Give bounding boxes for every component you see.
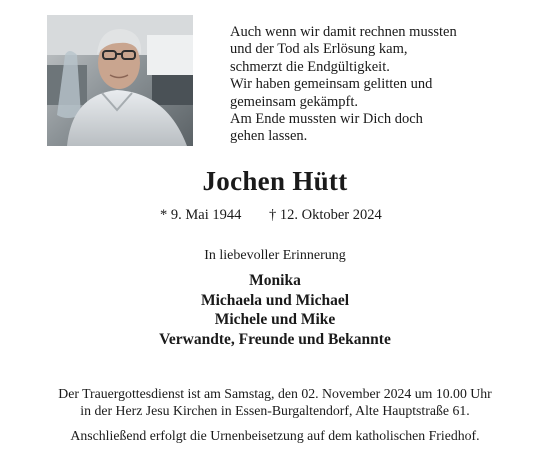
poem-line: Am Ende mussten wir Dich doch: [230, 111, 423, 128]
deceased-name: Jochen Hütt: [202, 166, 348, 196]
memory-phrase: In liebevoller Erinnerung: [204, 248, 346, 263]
poem-line: Wir haben gemeinsam gelitten und: [230, 76, 433, 93]
family-member: Monika: [249, 272, 301, 289]
death-date: † 12. Oktober 2024: [269, 207, 382, 223]
family-member: Michaela und Michael: [200, 291, 350, 309]
service-info: [0, 386, 550, 419]
family-list: [0, 271, 550, 349]
family-member: Verwandte, Freunde und Bekannte: [159, 330, 391, 348]
portrait-photo: [47, 15, 193, 146]
poem-line: gehen lassen.: [230, 128, 308, 145]
service-line: in der Herz Jesu Kirchen in Essen-Burgaltendorf, Alte Hauptstraße 61.: [80, 402, 470, 418]
family-member: Michele und Mike: [214, 311, 336, 329]
poem-line: und der Tod als Erlösung kam,: [230, 41, 408, 58]
burial-info: Anschließend erfolgt die Urnenbeisetzung auf dem katholischen Friedhof.: [70, 428, 480, 443]
poem-line: Auch wenn wir damit rechnen mussten: [230, 24, 457, 40]
service-line: Der Trauergottesdienst ist am Samstag, den 02. November 2024 um 10.00 Uhr: [58, 386, 492, 401]
poem: [230, 24, 530, 146]
birth-date: * 9. Mai 1944: [160, 207, 242, 223]
poem-line: gemeinsam gekämpft.: [230, 93, 359, 110]
poem-line: schmerzt die Endgültigkeit.: [230, 58, 390, 75]
